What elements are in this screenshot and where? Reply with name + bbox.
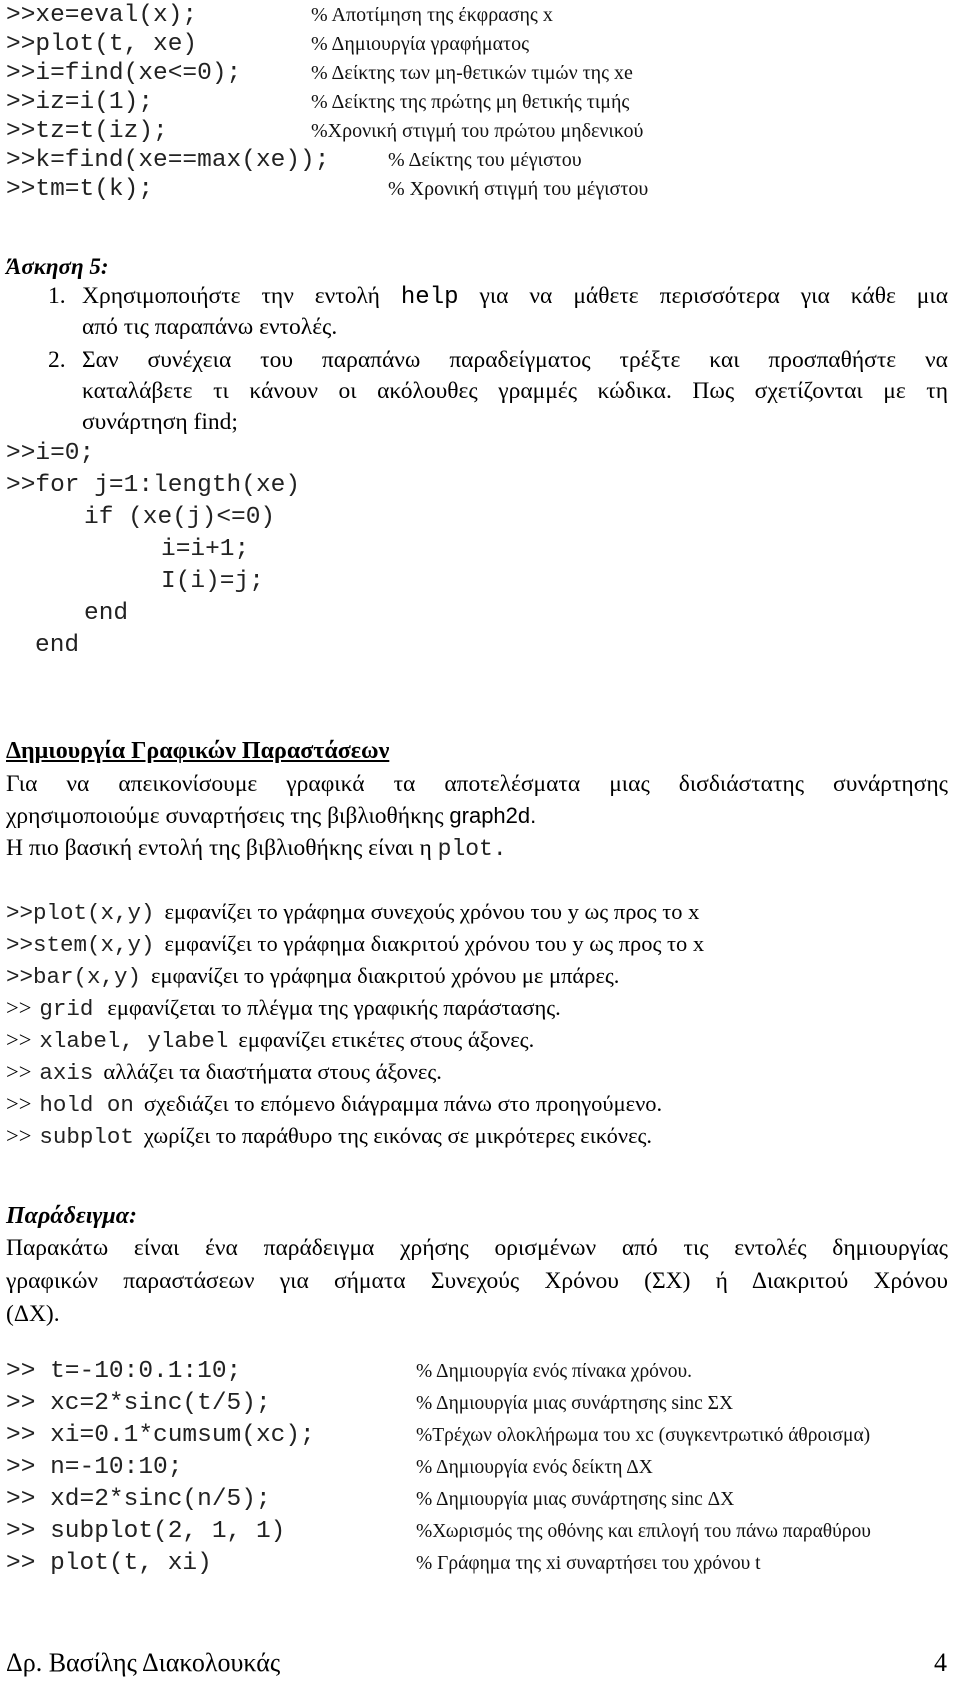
command-code: subplot — [39, 1124, 134, 1150]
code-comment: % Δημιουργία ενός δείκτη ΔΧ — [416, 1457, 653, 1478]
page-number: 4 — [934, 1648, 947, 1677]
exercise-item-text: για να μάθετε περισσότερα για κάθε μια — [479, 283, 948, 309]
code-line: >>i=find(xe<=0); — [6, 60, 242, 87]
command-row — [6, 1027, 534, 1054]
command-code: >>bar(x,y) — [6, 964, 142, 990]
command-row — [6, 963, 619, 990]
exercise-item-2-line-2: καταλάβετε τι κάνουν οι ακόλουθες γραμμές κώδικα. Πως σχετίζονται με τη — [82, 378, 948, 404]
code-line: >>tm=t(k); — [6, 176, 154, 203]
exercise-item-number: 2. — [48, 347, 66, 373]
command-row — [6, 995, 561, 1022]
code-line: >> xc=2*sinc(t/5); — [6, 1390, 271, 1417]
exercise-item-1-line-1 — [82, 280, 948, 314]
code-line: >> n=-10:10; — [6, 1454, 183, 1481]
command-code: xlabel, ylabel — [39, 1028, 229, 1054]
inline-code-help: help — [400, 284, 459, 311]
exercise-title: Άσκηση 5: — [6, 254, 109, 279]
exercise-item-2-line-3: συνάρτηση find; — [82, 409, 238, 435]
code-line: >>tz=t(iz); — [6, 118, 168, 145]
command-prompt: >> — [6, 1123, 32, 1148]
code-comment: % Δείκτης του μέγιστου — [388, 149, 582, 171]
command-description: εμφανίζει το γράφημα συνεχούς χρόνου του y ως προς το x — [164, 899, 700, 924]
inline-code-plot: plot. — [437, 836, 507, 862]
code-comment: % Αποτίμηση της έκφρασης x — [311, 4, 553, 26]
library-name: graph2d. — [449, 803, 537, 828]
command-code: >>stem(x,y) — [6, 932, 155, 958]
command-row — [6, 1123, 652, 1150]
command-code: axis — [39, 1060, 94, 1086]
code-comment: % Δείκτης της πρώτης μη θετικής τιμής — [311, 91, 630, 113]
example-line-3: (ΔΧ). — [6, 1301, 60, 1327]
command-row — [6, 899, 699, 926]
code-line: >> xd=2*sinc(n/5); — [6, 1486, 271, 1513]
command-prompt: >> — [6, 1027, 32, 1052]
graphics-intro-text: χρησιμοποιούμε συναρτήσεις της βιβλιοθήκης — [6, 803, 444, 829]
graphics-basic-line — [6, 832, 507, 865]
command-code: hold on — [39, 1092, 134, 1118]
command-prompt: >> — [6, 995, 32, 1020]
code-comment: % Δημιουργία μιας συνάρτησης sinc ΣΧ — [416, 1393, 734, 1414]
command-row — [6, 931, 704, 958]
code-comment: %Χωρισμός της οθόνης και επιλογή του πάνω παραθύρου — [416, 1521, 871, 1542]
code-line: I(i)=j; — [161, 568, 264, 595]
code-line: >>for j=1:length(xe) — [6, 472, 301, 499]
exercise-item-2-line-1: Σαν συνέχεια του παραπάνω παραδείγματος τρέξτε και προσπαθήστε να — [82, 347, 948, 373]
example-line-2: γραφικών παραστάσεων για σήματα Συνεχούς Χρόνου (ΣΧ) ή Διακριτού Χρόνου — [6, 1268, 948, 1294]
exercise-item-number: 1. — [48, 283, 66, 309]
example-title: Παράδειγμα: — [6, 1203, 137, 1229]
command-description: αλλάζει τα διαστήματα στους άξονες. — [103, 1059, 442, 1084]
code-line: if (xe(j)<=0) — [84, 504, 276, 531]
code-comment: % Δημιουργία γραφήματος — [311, 33, 530, 55]
command-description: εμφανίζει το γράφημα διακριτού χρόνου του y ως προς το x — [164, 931, 705, 956]
command-row — [6, 1059, 442, 1086]
code-line: >> t=-10:0.1:10; — [6, 1358, 242, 1385]
command-prompt: >> — [6, 1091, 32, 1116]
command-description: εμφανίζει το γράφημα διακριτού χρόνου με μπάρες. — [151, 963, 620, 988]
code-line: end — [84, 600, 129, 627]
code-line: >>iz=i(1); — [6, 89, 154, 116]
code-comment: % Δημιουργία μιας συνάρτησης sinc ΔΧ — [416, 1489, 735, 1510]
graphics-intro-line-2 — [6, 800, 536, 832]
code-line: >> subplot(2, 1, 1) — [6, 1518, 286, 1545]
command-row — [6, 1091, 662, 1118]
code-line: i=i+1; — [161, 536, 250, 563]
code-comment: % Χρονική στιγμή του μέγιστου — [388, 178, 649, 200]
exercise-item-text: Χρησιμοποιήστε την εντολή — [82, 283, 380, 309]
code-line: >>k=find(xe==max(xe)); — [6, 147, 330, 174]
code-comment: %Χρονική στιγμή του πρώτου μηδενικού — [311, 120, 644, 142]
code-line: >>plot(t, xe) — [6, 31, 198, 58]
code-comment: % Δείκτης των μη-θετικών τιμών της xe — [311, 62, 633, 84]
command-description: σχεδιάζει το επόμενο διάγραμμα πάνω στο προηγούμενο. — [143, 1091, 663, 1116]
section-title: Δημιουργία Γραφικών Παραστάσεων — [6, 738, 390, 764]
code-line: end — [35, 632, 80, 659]
code-comment: %Τρέχων ολοκλήρωμα του xc (συγκεντρωτικό άθροισμα) — [416, 1425, 871, 1446]
code-line: >>i=0; — [6, 440, 95, 467]
graphics-intro-line-1: Για να απεικονίσουμε γραφικά τα αποτελέσματα μιας δισδιάστατης συνάρτησης — [6, 771, 948, 797]
code-comment: % Δημιουργία ενός πίνακα χρόνου. — [416, 1361, 693, 1382]
command-code: >>plot(x,y) — [6, 900, 155, 926]
command-prompt: >> — [6, 1059, 32, 1084]
exercise-item-1-line-2: από τις παραπάνω εντολές. — [82, 314, 338, 340]
command-description: χωρίζει το παράθυρο της εικόνας σε μικρότερες εικόνες. — [143, 1123, 653, 1148]
code-line: >> plot(t, xi) — [6, 1550, 212, 1577]
command-code: grid — [39, 996, 94, 1022]
code-line: >> xi=0.1*cumsum(xc); — [6, 1422, 315, 1449]
code-comment: % Γράφημα της xi συναρτήσει του χρόνου t — [416, 1553, 761, 1574]
graphics-basic-text: Η πιο βασική εντολή της βιβλιοθήκης είναι η — [6, 835, 432, 861]
footer-author: Δρ. Βασίλης Διακολουκάς — [6, 1648, 281, 1677]
command-description: εμφανίζει ετικέτες στους άξονες. — [238, 1027, 535, 1052]
example-line-1: Παρακάτω είναι ένα παράδειγμα χρήσης ορισμένων από τις εντολές δημιουργίας — [6, 1235, 948, 1261]
code-line: >>xe=eval(x); — [6, 2, 198, 29]
command-description: εμφανίζεται το πλέγμα της γραφικής παράστασης. — [107, 995, 561, 1020]
